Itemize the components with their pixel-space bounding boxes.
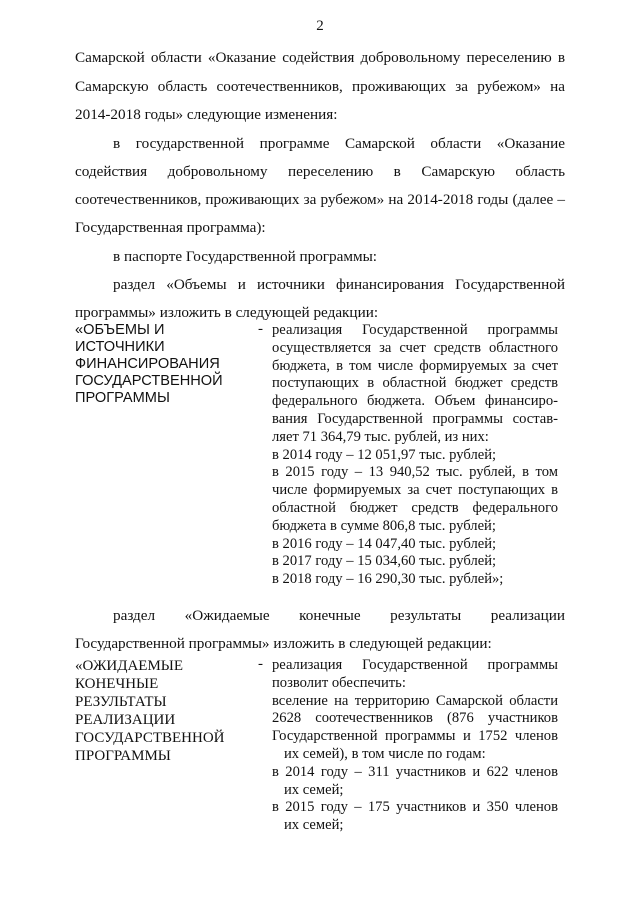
intro-line-2: Самарскую область соотечественников, проживающих за рубежом» на	[75, 78, 565, 95]
label-line: ФИНАНСИРОВАНИЯ	[75, 356, 220, 372]
content-line: в 2017 году – 15 034,60 тыс. рублей;	[272, 553, 497, 570]
content-line: позволит обеспечить:	[272, 674, 406, 691]
content-line: их семей), в том числе по годам:	[284, 745, 486, 762]
label-line: «ОБЪЕМЫ И	[75, 322, 165, 338]
content-line: вселение на территорию Самарской области	[272, 692, 558, 709]
content-line: в 2018 году – 16 290,30 тыс. рублей»;	[272, 571, 504, 588]
label-line: РЕЗУЛЬТАТЫ	[75, 694, 167, 710]
content-line: осуществляется за счет средств областного	[272, 339, 558, 356]
financing-section-label	[75, 322, 250, 407]
passport-paragraph: в паспорте Государственной программы:	[113, 248, 378, 265]
content-line: областной бюджет средств федерального	[272, 499, 558, 516]
content-line: их семей;	[284, 781, 344, 798]
label-line: ГОСУДАРСТВЕННОЙ	[75, 373, 223, 389]
financing-section-content	[272, 322, 558, 589]
label-line: ИСТОЧНИКИ	[75, 339, 165, 355]
content-line: их семей;	[284, 817, 344, 834]
label-line: КОНЕЧНЫЕ	[75, 676, 159, 692]
program-line-1: в государственной программе Самарской области «Оказание	[113, 135, 565, 152]
content-line: реализация Государственной программы	[272, 322, 558, 338]
content-line: в 2014 году – 311 участников и 622 членов	[272, 763, 558, 780]
content-line: числе формируемых за счет поступающих в	[272, 482, 558, 499]
label-line: ГОСУДАРСТВЕННОЙ	[75, 730, 225, 746]
intro-line-3: 2014-2018 годы» следующие изменения:	[75, 106, 338, 123]
results-section-label	[75, 657, 250, 765]
content-line: бюджета в сумме 806,8 тыс. рублей;	[272, 517, 496, 534]
content-line: в 2016 году – 14 047,40 тыс. рублей;	[272, 535, 497, 552]
content-line: 2628 соотечественников (876 участников	[272, 710, 558, 727]
content-line: Государственной программы и 1752 членов	[272, 728, 558, 745]
label-line: РЕАЛИЗАЦИИ	[75, 712, 176, 728]
section2-intro-line-2: Государственной программы» изложить в следующей редакции:	[75, 635, 492, 652]
label-line: «ОЖИДАЕМЫЕ	[75, 658, 184, 674]
section1-intro-line-2: программы» изложить в следующей редакции:	[75, 304, 379, 321]
section1-intro-line-1: раздел «Объемы и источники финансирования Государственной	[113, 276, 565, 293]
intro-line-1: Самарской области «Оказание содействия добровольному переселению в	[75, 49, 565, 66]
content-line: в 2015 году – 175 участников и 350 членов	[272, 799, 558, 816]
results-section-content	[272, 657, 558, 835]
content-line: в 2014 году – 12 051,97 тыс. рублей;	[272, 446, 497, 463]
program-line-2: содействия добровольному переселению в Самарскую область	[75, 163, 565, 180]
label-line: ПРОГРАММЫ	[75, 390, 170, 406]
table1-dash: -	[258, 321, 263, 337]
label-line: ПРОГРАММЫ	[75, 748, 171, 764]
table2-dash: -	[258, 656, 263, 672]
content-line: бюджета, в том числе формируемых за счет	[272, 357, 558, 374]
content-line: реализация Государственной программы	[272, 657, 558, 673]
content-line: ляет 71 364,79 тыс. рублей, из них:	[272, 428, 489, 445]
page-number: 2	[316, 18, 324, 34]
section2-intro-line-1: раздел «Ожидаемые конечные результаты реализации	[113, 607, 565, 624]
content-line: поступающих в областной бюджет средств	[272, 375, 558, 392]
content-line: федерального бюджета. Объем финансиро-	[272, 393, 558, 410]
program-line-4: Государственная программа):	[75, 219, 266, 236]
program-line-3: соотечественников, проживающих за рубежом» на 2014-2018 годы (далее –	[75, 191, 565, 208]
content-line: в 2015 году – 13 940,52 тыс. рублей, в том	[272, 464, 558, 481]
content-line: вания Государственной программы состав-	[272, 410, 558, 427]
